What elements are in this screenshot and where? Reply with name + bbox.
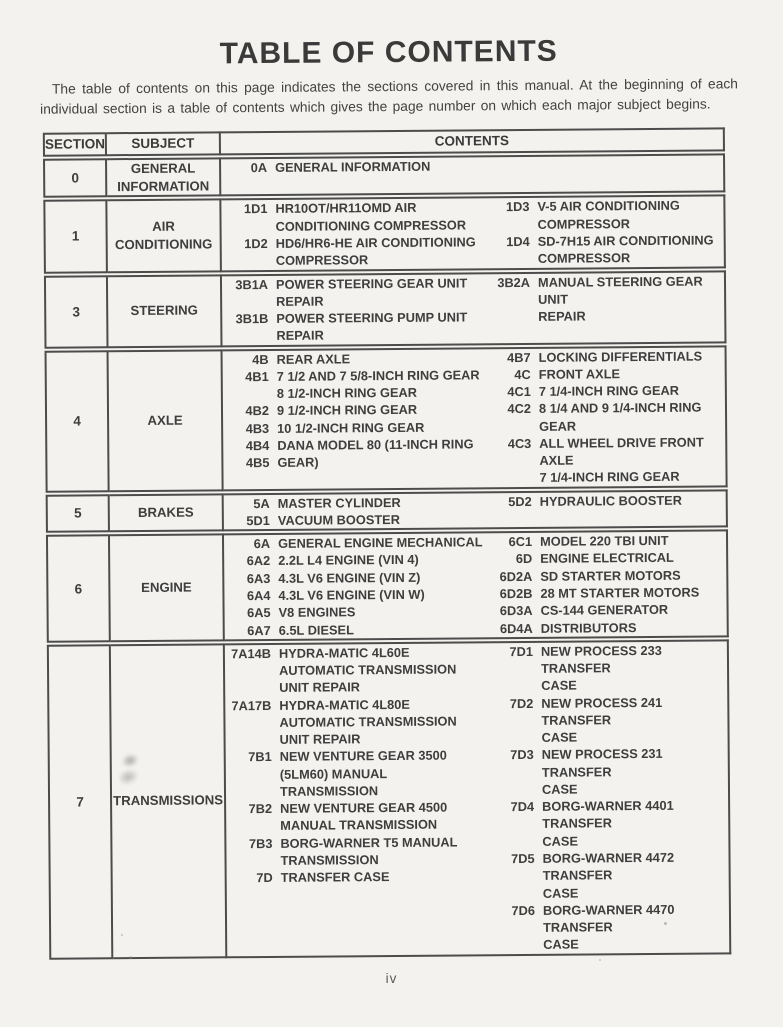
entry-text: POWER STEERING GEAR UNIT REPAIR <box>275 274 468 309</box>
contents-entry <box>224 551 486 570</box>
contents-entry <box>488 745 728 799</box>
entry-code: 6A7 <box>247 622 271 638</box>
entry-code: 5D2 <box>508 493 532 509</box>
contents-entry <box>487 601 727 620</box>
entry-text: HYDRA-MATIC 4L60E AUTOMATIC TRANSMISSION UNIT REPAIR <box>278 644 457 696</box>
entry-text: VACUUM BOOSTER <box>277 511 400 528</box>
entry-text: GEAR) <box>277 454 319 471</box>
contents-entry <box>226 747 488 801</box>
entry-code: 6C1 <box>508 534 533 550</box>
entry-text: HYDRA-MATIC 4L80E AUTOMATIC TRANSMISSION UNIT REPAIR <box>279 696 457 748</box>
contents-left-column <box>221 199 484 270</box>
contents-entry <box>224 533 486 552</box>
contents-entry <box>226 798 488 835</box>
entry-text: 10 1/2-INCH RING GEAR <box>277 419 425 436</box>
entry-text: ENGINE ELECTRICAL <box>540 550 674 567</box>
paper-speck <box>599 959 601 961</box>
contents-left-column <box>221 157 483 176</box>
entry-text: 28 MT STARTER MOTORS <box>540 584 700 601</box>
entry-text: NEW VENTURE GEAR 3500 (5LM60) MANUAL TRANSMISSION <box>279 747 447 799</box>
entry-code: 0A <box>250 159 268 175</box>
table-row <box>44 270 727 348</box>
entry-text: FRONT AXLE <box>538 366 621 382</box>
entry-text: ALL WHEEL DRIVE FRONT AXLE 7 1/4-INCH RING GEAR <box>539 434 704 486</box>
contents-right-column <box>485 347 726 487</box>
contents-left-column <box>224 493 486 530</box>
entry-text: POWER STEERING PUMP UNIT REPAIR <box>276 309 468 344</box>
contents-entry <box>486 583 726 602</box>
entry-text: BORG-WARNER T5 MANUAL TRANSMISSION <box>280 834 458 868</box>
entry-code: 1D1 <box>243 201 268 217</box>
contents-entry <box>225 603 487 622</box>
entry-text: DISTRIBUTORS <box>540 619 637 636</box>
paper-speck <box>121 934 123 936</box>
contents-entry <box>487 693 727 747</box>
entry-code: 7D1 <box>509 643 533 659</box>
header-row <box>43 127 725 156</box>
section-number: 1 <box>43 200 108 274</box>
contents-cell <box>221 195 726 272</box>
contents-right-column <box>486 491 726 510</box>
entry-text: 2.2L L4 ENGINE (VIN 4) <box>278 552 419 569</box>
entry-code: 4B7 <box>507 349 531 365</box>
entry-text: GENERAL INFORMATION <box>275 158 431 175</box>
contents-entry <box>485 399 725 435</box>
entry-text: 9 1/2-INCH RING GEAR <box>276 402 418 419</box>
contents-entry <box>486 566 726 585</box>
contents-entry <box>222 274 484 311</box>
table-row <box>46 489 728 533</box>
entry-text: BORG-WARNER 4401 TRANSFER CASE <box>542 797 674 849</box>
header-contents: CONTENTS <box>221 127 725 155</box>
entry-text: TRANSFER CASE <box>280 869 390 886</box>
toc-table <box>43 125 732 961</box>
entry-code: 5A <box>253 495 270 511</box>
entry-code: 3B1B <box>235 310 269 327</box>
entry-code: 6D2B <box>499 585 533 602</box>
toc-body <box>43 153 731 959</box>
section-number: 0 <box>43 158 107 198</box>
table-row <box>45 345 728 492</box>
entry-code: 7D2 <box>509 695 534 711</box>
section-number: 3 <box>44 275 109 349</box>
entry-code: 4C2 <box>507 401 532 417</box>
entry-code: 4B2 <box>245 403 270 419</box>
paper-speck <box>664 922 667 925</box>
entry-text: NEW PROCESS 231 TRANSFER CASE <box>541 746 663 797</box>
table-row <box>46 530 729 643</box>
contents-entry <box>223 452 485 471</box>
entry-code: 6D3A <box>499 603 533 619</box>
contents-entry <box>223 435 485 454</box>
contents-cell <box>224 530 729 642</box>
contents-entry <box>224 510 486 529</box>
contents-entry <box>226 833 488 870</box>
contents-right-column <box>483 155 723 157</box>
entry-text: 6.5L DIESEL <box>278 621 354 638</box>
entry-text: V-5 AIR CONDITIONING COMPRESSOR <box>537 198 680 232</box>
entry-text: CS-144 GENERATOR <box>540 602 669 619</box>
contents-entry <box>223 349 485 368</box>
entry-code: 4B5 <box>245 455 270 471</box>
paper-speck <box>129 956 132 959</box>
contents-cell <box>222 270 727 347</box>
contents-entry <box>224 585 486 604</box>
contents-right-column <box>483 197 724 268</box>
entry-text: HR10OT/HR11OMD AIR CONDITIONING COMPRESSOR <box>275 200 467 234</box>
contents-entry <box>486 532 726 551</box>
contents-entry <box>223 401 485 420</box>
entry-text: NEW PROCESS 241 TRANSFER CASE <box>541 694 663 745</box>
entry-text: 7 1/2 AND 7 5/8-INCH RING GEAR 8 1/2-INCH RING GEAR <box>276 367 480 401</box>
contents-entry <box>222 308 484 345</box>
contents-right-column <box>487 641 729 954</box>
entry-code: 7B3 <box>248 835 273 851</box>
section-number: 7 <box>47 644 113 959</box>
entry-code: 7A17B <box>231 697 272 713</box>
entry-code: 4B <box>252 351 269 367</box>
contents-entry <box>485 381 725 400</box>
entry-code: 4B3 <box>245 420 270 436</box>
contents-entry <box>487 641 727 695</box>
subject-label: GENERAL INFORMATION <box>107 157 221 198</box>
contents-left-column <box>223 349 486 472</box>
entry-code: 7D6 <box>511 902 535 918</box>
entry-text: MODEL 220 TBI UNIT <box>539 533 669 550</box>
entry-text: MASTER CYLINDER <box>277 494 401 511</box>
entry-code: 7D4 <box>510 799 535 815</box>
section-number: 6 <box>46 534 111 642</box>
contents-entry <box>486 549 726 568</box>
entry-text: NEW VENTURE GEAR 4500 MANUAL TRANSMISSION <box>280 799 448 834</box>
entry-text: GENERAL ENGINE MECHANICAL <box>277 534 483 552</box>
page-title: TABLE OF CONTENTS <box>219 34 558 71</box>
entry-code: 6A4 <box>246 587 271 604</box>
entry-text: NEW PROCESS 233 TRANSFER CASE <box>540 642 662 694</box>
entry-text: 8 1/4 AND 9 1/4-INCH RING GEAR <box>538 399 702 434</box>
entry-text: 4.3L V6 ENGINE (VIN Z) <box>278 569 421 586</box>
table-row <box>43 153 725 198</box>
entry-code: 4C3 <box>507 435 532 451</box>
entry-code: 6D4A <box>499 620 533 636</box>
intro-paragraph: The table of contents on this page indicates the sections covered in this manual. At the beginning of each individual section is a table of contents which gives the page number on which each major subject begins. <box>40 76 739 118</box>
entry-code: 3B2A <box>497 274 531 290</box>
contents-entry <box>483 197 723 233</box>
entry-code: 4C1 <box>507 383 531 400</box>
entry-code: 1D2 <box>244 235 268 252</box>
table-row <box>43 195 726 273</box>
entry-text: HYDRAULIC BOOSTER <box>539 492 682 509</box>
contents-entry <box>484 272 724 326</box>
contents-cell <box>221 153 725 197</box>
entry-text: 7 1/4-INCH RING GEAR <box>538 382 680 399</box>
entry-text: SD-7H15 AIR CONDITIONING COMPRESSOR <box>537 232 714 267</box>
contents-entry <box>485 347 725 366</box>
entry-text: BORG-WARNER 4472 TRANSFER CASE <box>542 849 675 901</box>
entry-code: 7B1 <box>248 749 272 765</box>
contents-entry <box>222 233 484 270</box>
section-number: 4 <box>45 350 110 493</box>
page-number: iv <box>385 971 398 986</box>
contents-left-column <box>225 643 489 887</box>
entry-text: 4.3L V6 ENGINE (VIN W) <box>278 586 425 603</box>
contents-right-column <box>486 532 727 637</box>
subject-label: ENGINE <box>110 534 225 642</box>
entry-code: 6A3 <box>246 570 271 586</box>
entry-text: REAR AXLE <box>276 350 351 367</box>
contents-cell <box>225 639 731 958</box>
entry-text: SD STARTER MOTORS <box>540 567 681 584</box>
entry-code: 4B1 <box>245 368 269 384</box>
contents-right-column <box>484 272 724 326</box>
contents-entry <box>225 620 487 639</box>
entry-code: 1D4 <box>506 233 530 250</box>
contents-left-column <box>224 533 487 639</box>
entry-text: MANUAL STEERING GEAR UNIT REPAIR <box>537 273 703 324</box>
entry-code: 6D <box>515 551 533 567</box>
entry-code: 1D3 <box>505 199 530 215</box>
subject-label: STEERING <box>108 274 223 348</box>
entry-code: 4C <box>514 366 531 382</box>
entry-code: 6A2 <box>246 553 271 569</box>
entry-code: 7D5 <box>510 850 535 867</box>
header-section: SECTION <box>43 132 107 157</box>
contents-entry <box>485 433 725 487</box>
header-subject: SUBJECT <box>107 131 221 156</box>
contents-entry <box>489 900 729 954</box>
contents-entry <box>488 797 728 851</box>
subject-label: AXLE <box>109 349 224 492</box>
entry-code: 3B1A <box>235 276 269 292</box>
contents-entry <box>487 618 727 637</box>
subject-label: BRAKES <box>110 493 224 532</box>
contents-entry <box>221 199 483 236</box>
contents-entry <box>484 231 724 267</box>
entry-code: 6D2A <box>499 568 533 584</box>
contents-entry <box>488 848 728 902</box>
contents-entry <box>223 418 485 437</box>
entry-code: 7D3 <box>510 747 534 763</box>
subject-label: TRANSMISSIONS <box>111 643 227 959</box>
entry-code: 4B4 <box>245 437 270 454</box>
entry-text: HD6/HR6-HE AIR CONDITIONING COMPRESSOR <box>275 234 476 269</box>
contents-entry <box>223 366 485 403</box>
entry-code: 5D1 <box>246 512 270 529</box>
contents-entry <box>225 695 487 749</box>
contents-entry <box>224 493 486 512</box>
section-number: 5 <box>46 494 110 533</box>
entry-text: LOCKING DIFFERENTIALS <box>538 348 703 365</box>
entry-text: DANA MODEL 80 (11-INCH RING <box>277 436 474 453</box>
contents-cell <box>224 489 728 531</box>
contents-entry <box>224 568 486 587</box>
entry-code: 6A <box>253 536 271 552</box>
entry-code: 6A5 <box>247 605 271 621</box>
contents-entry <box>486 491 726 510</box>
contents-entry <box>485 364 725 383</box>
contents-entry <box>221 157 483 176</box>
table-row <box>47 639 731 959</box>
contents-entry <box>225 643 487 697</box>
contents-left-column <box>222 274 485 345</box>
contents-entry <box>227 868 489 887</box>
contents-cell <box>223 345 728 491</box>
entry-text: BORG-WARNER 4470 TRANSFER CASE <box>542 901 675 953</box>
entry-code: 7B2 <box>248 801 273 817</box>
entry-text: V8 ENGINES <box>278 604 356 621</box>
entry-code: 7A14B <box>231 645 271 662</box>
entry-code: 7D <box>256 870 273 886</box>
subject-label: AIR CONDITIONING <box>107 199 222 273</box>
